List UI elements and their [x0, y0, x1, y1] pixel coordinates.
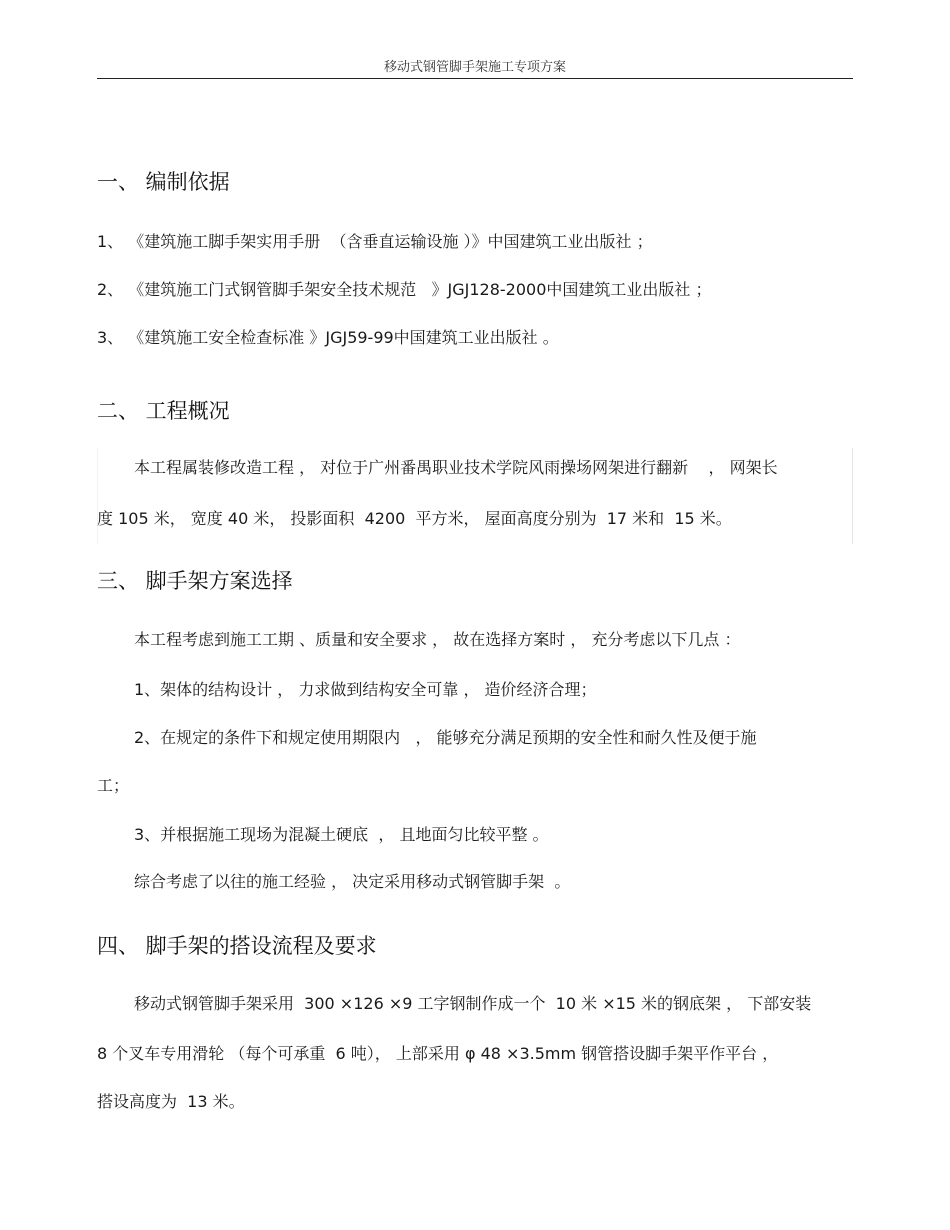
overview-line-2: 度 105 米， 宽度 40 米， 投影面积 4200 平方米， 屋面高度分别为 17 米和 15 米。: [97, 509, 732, 528]
scheme-line-5: 3、并根据施工现场为混凝土硬底 ， 且地面匀比较平整 。: [134, 825, 549, 844]
scheme-line-6: 综合考虑了以往的施工经验 ， 决定采用移动式钢管脚手架 。: [134, 872, 571, 891]
basis-item-3: 3、 《建筑施工安全检查标准 》JGJ59-99中国建筑工业出版社 。: [97, 328, 559, 347]
scheme-line-3: 2、在规定的条件下和规定使用期限内 ， 能够充分满足预期的安全性和耐久性及便于施: [134, 728, 757, 747]
process-line-3: 搭设高度为 13 米。: [97, 1092, 245, 1111]
overview-line-1: 本工程属装修改造工程 ， 对位于广州番禺职业技术学院风雨操场网架进行翻新 ， 网架长: [134, 458, 778, 477]
scheme-line-1: 本工程考虑到施工工期 、质量和安全要求 ， 故在选择方案时 ， 充分考虑以下几点 ：: [134, 630, 741, 649]
header-rule: [97, 78, 853, 79]
scheme-line-2: 1、架体的结构设计 ， 力求做到结构安全可靠 ， 造价经济合理；: [134, 680, 597, 699]
section-heading-process: 四、 脚手架的搭设流程及要求: [97, 934, 377, 958]
section-heading-scheme: 三、 脚手架方案选择: [97, 569, 293, 593]
process-line-2: 8 个叉车专用滑轮 （每个可承重 6 吨）， 上部采用 φ 48 ×3.5mm 钢管搭设脚手架平作平台 ，: [97, 1044, 779, 1063]
running-header: 移动式钢管脚手架施工专项方案: [383, 60, 566, 75]
scheme-line-4: 工；: [97, 776, 130, 795]
basis-item-1: 1、 《建筑施工脚手架实用手册 （含垂直运输设施 ）》中国建筑工业出版社 ；: [97, 232, 653, 251]
section-heading-basis: 一、 编制依据: [97, 170, 230, 194]
process-line-1: 移动式钢管脚手架采用 300 ×126 ×9 工字钢制作成一个 10 米 ×15 米的钢底架 ， 下部安装: [134, 994, 812, 1013]
section-heading-overview: 二、 工程概况: [97, 399, 230, 423]
basis-item-2: 2、 《建筑施工门式钢管脚手架安全技术规范 》JGJ128-2000中国建筑工业出版社 ；: [97, 280, 712, 299]
